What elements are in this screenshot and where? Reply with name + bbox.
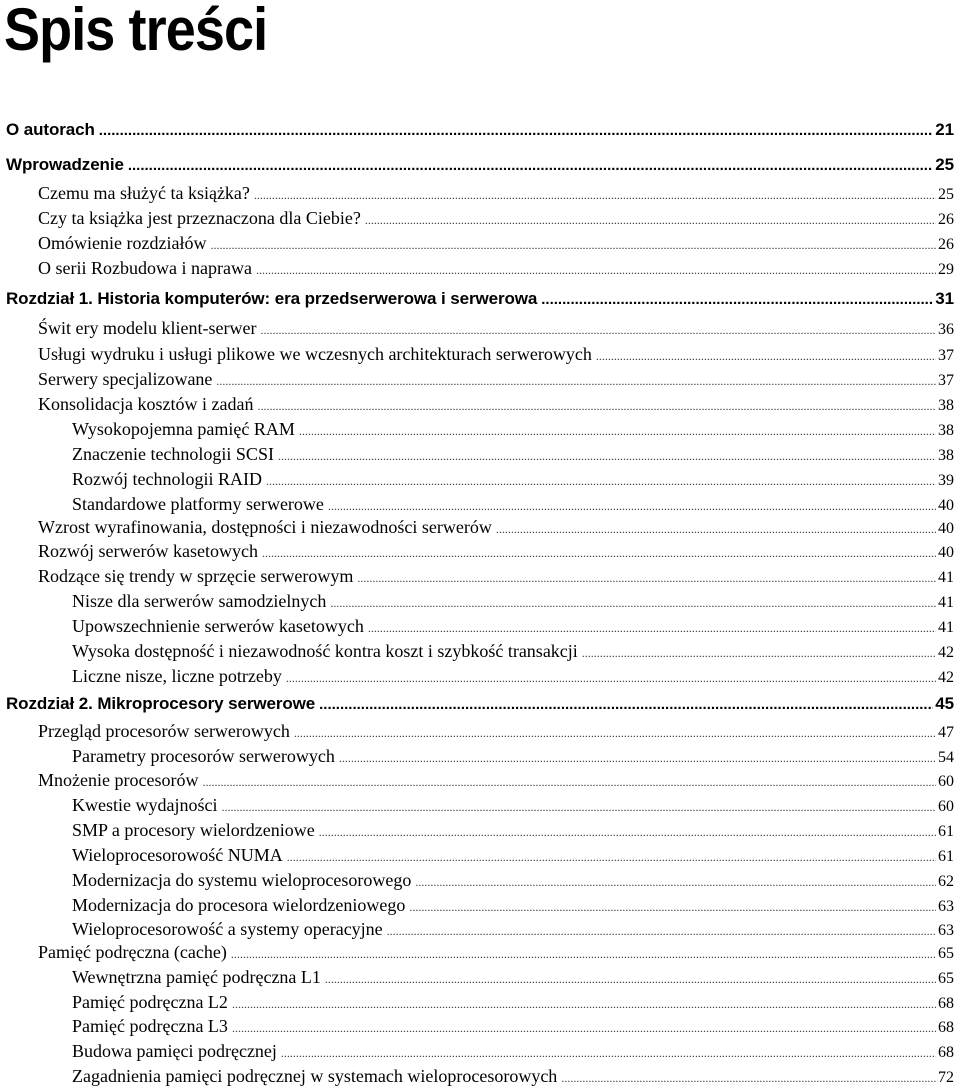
toc-entry-title: Standardowe platformy serwerowe [72,494,324,514]
toc-entry [72,666,954,690]
toc-page-number: 54 [938,749,954,766]
toc-page-number: 38 [938,397,954,414]
dot-leader [387,924,936,939]
dot-leader [99,122,934,139]
toc-page-number: 63 [938,898,954,915]
dot-leader [128,157,933,174]
toc-entry [72,870,954,894]
toc-entry [38,318,954,342]
dot-leader [415,875,936,890]
toc-page-number: 61 [938,823,954,840]
toc-entry [38,541,954,565]
toc-entry [38,208,954,232]
toc-entry [72,895,954,919]
toc-page-number: 60 [938,798,954,815]
toc-entry [72,795,954,819]
toc-page-number: 68 [938,1019,954,1036]
dot-leader [365,213,936,228]
toc-entry [38,517,954,541]
toc-entry [72,820,954,844]
toc-entry [72,616,954,640]
toc-entry-title: Rodzące się trendy w sprzęcie serwerowym [38,566,354,586]
toc-entry [72,494,954,518]
toc-entry [38,566,954,590]
dot-leader [299,424,936,439]
toc-entry-title: Czy ta książka jest przeznaczona dla Ciebie? [38,208,361,228]
toc-entry [72,967,954,991]
toc-entry [72,1016,954,1040]
dot-leader [257,399,936,414]
toc-entry-title: Pamięć podręczna L3 [72,1016,228,1036]
toc-page-number: 61 [938,848,954,865]
dot-leader [561,1071,936,1086]
toc-entry [38,770,954,794]
toc-page-number: 72 [938,1069,954,1086]
dot-leader [319,696,933,713]
toc-page-number: 40 [938,544,954,561]
toc-entry [38,721,954,745]
toc-entry-title: Budowa pamięci podręcznej [72,1041,277,1061]
toc-entry [38,344,954,368]
toc-entry-title: Wieloprocesorowość a systemy operacyjne [72,919,383,939]
toc-page-number: 65 [938,945,954,962]
dot-leader [357,571,936,586]
toc-entry-title: Parametry procesorów serwerowych [72,746,335,766]
toc-page-number: 41 [938,594,954,611]
toc-page-number: 26 [938,236,954,253]
toc-page-number: 60 [938,773,954,790]
dot-leader [266,474,936,489]
toc-entry [38,258,954,282]
toc-entry-title: Przegląd procesorów serwerowych [38,721,290,741]
toc-entry-title: Wysokopojemna pamięć RAM [72,419,295,439]
toc-entry-title: Wprowadzenie [6,155,124,174]
toc-entry [72,845,954,869]
toc-page-number: 68 [938,1044,954,1061]
toc-entry-title: O serii Rozbudowa i naprawa [38,258,252,278]
toc-page-number: 65 [938,970,954,987]
dot-leader [319,825,936,840]
toc-page-number: 63 [938,922,954,939]
toc-page-number: 25 [935,155,954,174]
dot-leader [541,291,933,308]
dot-leader [221,800,936,815]
toc-page-number: 37 [938,347,954,364]
dot-leader [216,374,936,389]
toc-entry [72,746,954,770]
toc-page-number: 40 [938,497,954,514]
toc-chapter-entry [6,120,954,144]
toc-page-number: 41 [938,619,954,636]
toc-entry-title: Wzrost wyrafinowania, dostępności i niezawodności serwerów [38,517,492,537]
toc-page-number: 62 [938,873,954,890]
toc-page-number: 41 [938,569,954,586]
toc-page-number: 47 [938,724,954,741]
dot-leader [328,499,936,514]
toc-entry-title: Mnożenie procesorów [38,770,199,790]
toc-page-number: 31 [935,289,954,308]
toc-entry-title: Upowszechnienie serwerów kasetowych [72,616,364,636]
toc-entry-title: Modernizacja do systemu wieloprocesorowego [72,870,412,890]
dot-leader [231,947,936,962]
toc-entry-title: Znaczenie technologii SCSI [72,444,274,464]
dot-leader [287,850,936,865]
toc-entry-title: Serwery specjalizowane [38,369,213,389]
toc-page-number: 38 [938,422,954,439]
toc-entry-title: Liczne nisze, liczne potrzeby [72,666,282,686]
toc-entry-title: Pamięć podręczna L2 [72,992,228,1012]
toc-entry [72,469,954,493]
toc-entry [72,1041,954,1065]
toc-entry [38,183,954,207]
toc-entry [72,444,954,468]
toc-page-number: 42 [938,644,954,661]
toc-entry [72,641,954,665]
dot-leader [330,596,936,611]
toc-entry [38,394,954,418]
toc-entry-title: Usługi wydruku i usługi plikowe we wczesnych architekturach serwerowych [38,344,592,364]
dot-leader [496,522,936,537]
toc-entry-title: Wieloprocesorowość NUMA [72,845,283,865]
toc-page-number: 39 [938,472,954,489]
toc-entry [72,919,954,943]
toc-entry [72,992,954,1016]
dot-leader [281,1046,936,1061]
toc-entry-title: Rozdział 2. Mikroprocesory serwerowe [6,694,316,713]
toc-page-number: 25 [938,186,954,203]
toc-page-number: 68 [938,995,954,1012]
dot-leader [254,188,936,203]
dot-leader [260,323,936,338]
toc-entry-title: Kwestie wydajności [72,795,218,815]
toc-entry-title: Nisze dla serwerów samodzielnych [72,591,327,611]
toc-page-number: 38 [938,447,954,464]
toc-entry-title: Omówienie rozdziałów [38,233,207,253]
toc-page-number: 29 [938,261,954,278]
toc-entry-title: SMP a procesory wielordzeniowe [72,820,315,840]
toc-entry [72,591,954,615]
toc-entry-title: Świt ery modelu klient-serwer [38,318,257,338]
toc-entry-title: Pamięć podręczna (cache) [38,942,227,962]
toc-page-number: 42 [938,669,954,686]
toc-page-number: 40 [938,520,954,537]
dot-leader [409,900,936,915]
toc-entry-title: Konsolidacja kosztów i zadań [38,394,254,414]
dot-leader [232,997,936,1012]
toc-chapter-entry [6,694,954,718]
toc-entry-title: Wysoka dostępność i niezawodność kontra koszt i szybkość transakcji [72,641,578,661]
dot-leader [294,726,936,741]
toc-entry-title: Rozwój serwerów kasetowych [38,541,258,561]
dot-leader [278,449,936,464]
toc-entry [72,419,954,443]
dot-leader [325,972,936,987]
dot-leader [256,263,936,278]
dot-leader [210,238,936,253]
page-title: Spis treści [4,0,268,63]
toc-entry-title: Rozwój technologii RAID [72,469,262,489]
toc-chapter-entry [6,289,954,313]
dot-leader [582,646,936,661]
toc-entry-title: Modernizacja do procesora wielordzeniowego [72,895,406,915]
dot-leader [286,671,936,686]
toc-page-number: 26 [938,211,954,228]
toc-entry-title: Czemu ma służyć ta książka? [38,183,250,203]
dot-leader [339,751,936,766]
toc-entry-title: O autorach [6,120,95,139]
toc-entry [72,1066,954,1090]
toc-entry-title: Wewnętrzna pamięć podręczna L1 [72,967,321,987]
toc-page-number: 37 [938,372,954,389]
toc-chapter-entry [6,155,954,179]
toc-page-number: 45 [935,694,954,713]
toc-entry [38,233,954,257]
dot-leader [202,775,936,790]
toc-page-number: 21 [935,120,954,139]
dot-leader [368,621,936,636]
toc-entry-title: Zagadnienia pamięci podręcznej w systemach wieloprocesorowych [72,1066,558,1086]
dot-leader [232,1021,936,1036]
dot-leader [596,349,936,364]
toc-entry [38,369,954,393]
toc-page-number: 36 [938,321,954,338]
toc-entry [38,942,954,966]
dot-leader [262,546,936,561]
toc-entry-title: Rozdział 1. Historia komputerów: era przedserwerowa i serwerowa [6,289,538,308]
